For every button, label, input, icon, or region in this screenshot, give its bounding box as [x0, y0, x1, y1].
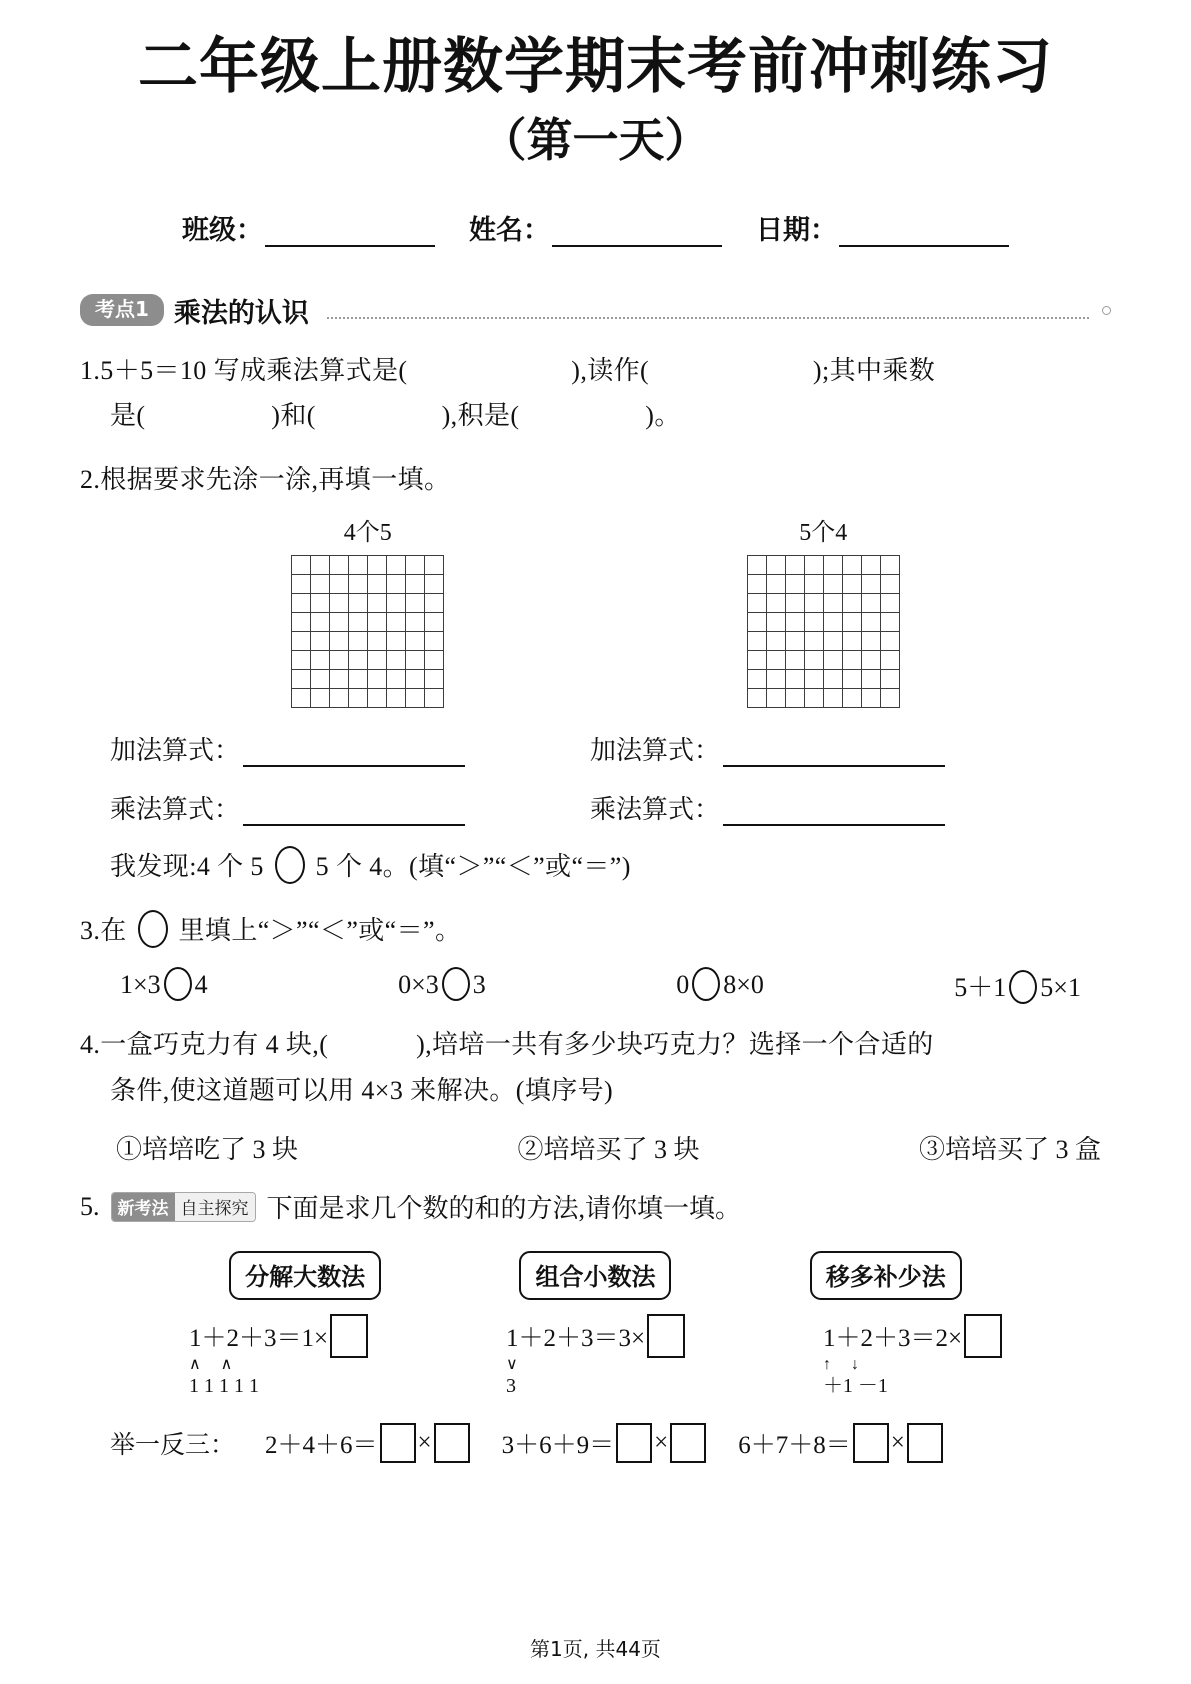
grid-cell[interactable] — [881, 689, 900, 708]
student-info-row — [80, 208, 1111, 247]
q1-text-a: 1.5＋5＝10 写成乘法算式是( — [80, 355, 408, 385]
grid-cell[interactable] — [843, 594, 862, 613]
method-formula-text: 1＋2＋3＝2× — [822, 1325, 963, 1353]
method-carets: ∧ ∧ — [188, 1356, 241, 1374]
grid-cell[interactable] — [862, 632, 881, 651]
method-formula-block — [189, 1314, 368, 1396]
grid-cell[interactable] — [786, 651, 805, 670]
grid-cell[interactable] — [330, 613, 349, 632]
status-badge: 考点1 — [80, 294, 164, 326]
method-tags-row — [80, 1251, 1111, 1300]
class-input-blank[interactable] — [265, 221, 435, 247]
grid-cell[interactable] — [843, 632, 862, 651]
method-formula-block — [506, 1314, 685, 1396]
grid-cell[interactable] — [387, 651, 406, 670]
grid-cell[interactable] — [349, 556, 368, 575]
grid-row — [80, 512, 1111, 708]
expr-circle-blank[interactable] — [692, 967, 720, 1001]
grid-cell[interactable] — [881, 556, 900, 575]
grid-cell[interactable] — [330, 575, 349, 594]
expression-item — [398, 967, 486, 1004]
grid-cell[interactable] — [748, 689, 767, 708]
question-3 — [80, 908, 1111, 954]
grid-cell[interactable] — [349, 670, 368, 689]
grid-cell[interactable] — [387, 556, 406, 575]
option-item[interactable]: ③培培买了 3 盒 — [918, 1135, 1101, 1165]
multiplication-label-left: 乘法算式： — [110, 795, 241, 825]
grid-cell[interactable] — [387, 632, 406, 651]
grid-cell[interactable] — [425, 575, 444, 594]
question-3-text-b: 里填上“＞”“＜”或“＝”。 — [178, 915, 462, 945]
question-5-header — [80, 1188, 1111, 1225]
grid-cell[interactable] — [881, 670, 900, 689]
new-method-badge-dark: 新考法 — [112, 1193, 175, 1221]
grid-cell[interactable] — [292, 670, 311, 689]
grid-cell[interactable] — [824, 670, 843, 689]
addition-label-left: 加法算式： — [110, 736, 241, 766]
expression-item — [954, 967, 1081, 1004]
grid-cell[interactable] — [748, 670, 767, 689]
grid-cell[interactable] — [349, 651, 368, 670]
date-field — [756, 208, 1009, 247]
expr-left: 0 — [676, 970, 690, 1000]
grid-cell[interactable] — [786, 556, 805, 575]
grid-cell[interactable] — [843, 670, 862, 689]
grid-cell[interactable] — [387, 594, 406, 613]
expr-right: 8×0 — [723, 970, 764, 1000]
expr-circle-blank[interactable] — [164, 967, 192, 1001]
grid-cell[interactable] — [786, 575, 805, 594]
grid-cell[interactable] — [368, 613, 387, 632]
question-2-finding — [80, 844, 1111, 890]
grid-block-left — [291, 512, 444, 708]
q1-text-e: )和( — [271, 401, 316, 431]
grid-cell[interactable] — [292, 556, 311, 575]
grid-cell[interactable] — [292, 632, 311, 651]
example-expression: 3＋6＋9＝ — [501, 1431, 615, 1459]
method-carets: ↑ ↓ — [822, 1356, 867, 1374]
grid-cell[interactable] — [843, 613, 862, 632]
grid-cell[interactable] — [349, 613, 368, 632]
method-formula-block — [823, 1314, 1002, 1396]
grid-cell[interactable] — [406, 613, 425, 632]
grid-cell[interactable] — [767, 613, 786, 632]
grid-cell[interactable] — [862, 556, 881, 575]
grid-cell[interactable] — [824, 689, 843, 708]
grid-cell[interactable] — [406, 556, 425, 575]
grid-cell[interactable] — [368, 632, 387, 651]
expr-circle-blank[interactable] — [442, 967, 470, 1001]
grid-cell[interactable] — [311, 556, 330, 575]
addition-label-right: 加法算式： — [590, 736, 721, 766]
grid-cell[interactable] — [881, 575, 900, 594]
grid-cell[interactable] — [748, 556, 767, 575]
grid-cell[interactable] — [311, 575, 330, 594]
page-title: 二年级上册数学期末考前冲刺练习 — [138, 32, 1053, 102]
grid-cell[interactable] — [767, 670, 786, 689]
expr-left: 1×3 — [120, 970, 161, 1000]
grid-cell[interactable] — [862, 575, 881, 594]
q4-text-a: 4.一盒巧克力有 4 块,( — [80, 1030, 329, 1060]
method-answer-box[interactable] — [964, 1314, 1002, 1358]
question-2 — [80, 457, 1111, 503]
q1-text-d: 是( — [110, 401, 146, 431]
grid-cell[interactable] — [805, 632, 824, 651]
grid-cell[interactable] — [368, 651, 387, 670]
method-tag: 组合小数法 — [519, 1251, 671, 1300]
expr-circle-blank[interactable] — [1009, 970, 1037, 1004]
finding-text-a: 我发现:4 个 5 — [110, 852, 264, 882]
grid-cell[interactable] — [862, 670, 881, 689]
grid-cell[interactable] — [425, 689, 444, 708]
name-label: 姓名： — [469, 214, 550, 246]
grid-cell[interactable] — [425, 651, 444, 670]
question-1 — [80, 348, 1111, 439]
method-formula-line — [823, 1314, 1002, 1358]
grid-cell[interactable] — [805, 689, 824, 708]
question-1-line-1 — [80, 348, 1111, 394]
example-operator: × — [654, 1428, 669, 1456]
grid-cell[interactable] — [425, 594, 444, 613]
question-1-line-2 — [80, 393, 1111, 439]
multiplication-formula-row — [80, 789, 1111, 826]
q4-text-b: ),培培一共有多少块巧克力？选择一个合适的 — [416, 1030, 934, 1060]
grid-cell[interactable] — [748, 594, 767, 613]
grid-cell[interactable] — [406, 689, 425, 708]
grid-cell[interactable] — [767, 689, 786, 708]
example-item — [738, 1423, 945, 1463]
divider-end-dot — [1102, 306, 1111, 315]
grid-cell[interactable] — [311, 689, 330, 708]
example-label: 举一反三： — [110, 1431, 236, 1459]
grid-cell[interactable] — [406, 594, 425, 613]
grid-cell[interactable] — [349, 575, 368, 594]
grid-cell[interactable] — [349, 632, 368, 651]
grid-cell[interactable] — [748, 613, 767, 632]
finding-text-b: 5 个 4。(填“＞”“＜”或“＝”) — [315, 852, 631, 882]
grid-cell[interactable] — [824, 594, 843, 613]
class-label: 班级： — [182, 214, 263, 246]
expression-item — [120, 967, 208, 1004]
grid-cell[interactable] — [862, 651, 881, 670]
grid-cell[interactable] — [330, 594, 349, 613]
grid-cell[interactable] — [786, 632, 805, 651]
grid-cell[interactable] — [843, 689, 862, 708]
grid-caption-left: 4个5 — [343, 520, 392, 547]
grid-cell[interactable] — [843, 651, 862, 670]
grid-cell[interactable] — [786, 670, 805, 689]
grid-cell[interactable] — [311, 651, 330, 670]
expr-left: 0×3 — [398, 970, 439, 1000]
method-formula-line — [506, 1314, 685, 1358]
example-answer-box[interactable] — [907, 1423, 943, 1463]
grid-cell[interactable] — [748, 575, 767, 594]
grid-cell[interactable] — [767, 651, 786, 670]
q1-text-c: );其中乘数 — [812, 355, 936, 385]
grid-cell[interactable] — [311, 613, 330, 632]
section-title: 乘法的认识 — [173, 297, 309, 329]
q1-text-g: )。 — [645, 401, 681, 431]
grid-cell[interactable] — [292, 613, 311, 632]
method-answer-box[interactable] — [647, 1314, 685, 1358]
title-block — [80, 0, 1111, 166]
grid-cell[interactable] — [425, 613, 444, 632]
section-header — [80, 291, 1111, 330]
coloring-grid-right[interactable] — [747, 555, 900, 708]
grid-cell[interactable] — [311, 632, 330, 651]
multiplication-formula-right — [590, 789, 1070, 826]
example-answer-box[interactable] — [380, 1423, 416, 1463]
grid-cell[interactable] — [368, 670, 387, 689]
grid-cell[interactable] — [767, 575, 786, 594]
expr-right: 4 — [194, 970, 208, 1000]
expr-left: 5＋1 — [954, 973, 1007, 1003]
name-input-blank[interactable] — [552, 221, 722, 247]
grid-cell[interactable] — [292, 575, 311, 594]
grid-cell[interactable] — [330, 689, 349, 708]
addition-blank-right[interactable] — [723, 743, 945, 767]
expr-right: 5×1 — [1040, 973, 1081, 1003]
page-footer: 第1页, 共44页 — [530, 1637, 661, 1661]
grid-cell[interactable] — [786, 689, 805, 708]
method-formulas-row — [80, 1314, 1111, 1396]
example-answer-box[interactable] — [434, 1423, 470, 1463]
grid-cell[interactable] — [805, 613, 824, 632]
multiplication-blank-left[interactable] — [243, 802, 465, 826]
grid-cell[interactable] — [387, 670, 406, 689]
grid-cell[interactable] — [805, 651, 824, 670]
example-answer-box[interactable] — [853, 1423, 889, 1463]
question-5-number: 5. — [80, 1191, 100, 1221]
class-field — [182, 208, 435, 247]
date-input-blank[interactable] — [839, 221, 1009, 247]
grid-cell[interactable] — [387, 689, 406, 708]
method-formula-text: 1＋2＋3＝3× — [505, 1325, 646, 1353]
example-item — [502, 1423, 709, 1463]
grid-cell[interactable] — [368, 689, 387, 708]
question-4-options — [80, 1129, 1111, 1166]
grid-cell[interactable] — [330, 556, 349, 575]
grid-cell[interactable] — [881, 613, 900, 632]
grid-cell[interactable] — [824, 651, 843, 670]
grid-block-right — [747, 512, 900, 708]
expr-right: 3 — [472, 970, 486, 1000]
grid-cell[interactable] — [767, 556, 786, 575]
example-item — [265, 1423, 472, 1463]
example-row — [80, 1423, 1111, 1463]
grid-cell[interactable] — [805, 670, 824, 689]
grid-cell[interactable] — [786, 594, 805, 613]
grid-cell[interactable] — [824, 575, 843, 594]
grid-cell[interactable] — [330, 651, 349, 670]
grid-cell[interactable] — [368, 575, 387, 594]
grid-cell[interactable] — [406, 670, 425, 689]
grid-cell[interactable] — [862, 689, 881, 708]
question-2-text: 2.根据要求先涂一涂,再填一填。 — [80, 464, 451, 494]
grid-cell[interactable] — [406, 651, 425, 670]
example-expression: 2＋4＋6＝ — [265, 1431, 378, 1459]
grid-caption-right: 5个4 — [799, 520, 848, 547]
method-formula-line — [189, 1314, 368, 1358]
multiplication-formula-left — [110, 789, 590, 826]
example-expression: 6＋7＋8＝ — [738, 1431, 851, 1459]
grid-cell[interactable] — [406, 575, 425, 594]
grid-cell[interactable] — [311, 670, 330, 689]
grid-cell[interactable] — [786, 613, 805, 632]
example-operator: × — [417, 1428, 432, 1456]
method-carets: ∨ — [505, 1356, 526, 1374]
grid-cell[interactable] — [881, 632, 900, 651]
grid-cell[interactable] — [881, 651, 900, 670]
method-answer-box[interactable] — [330, 1314, 368, 1358]
q1-text-f: ),积是( — [441, 401, 520, 431]
grid-cell[interactable] — [406, 632, 425, 651]
grid-cell[interactable] — [368, 594, 387, 613]
grid-cell[interactable] — [767, 632, 786, 651]
question-4 — [80, 1022, 1111, 1113]
question-4-line-2 — [80, 1068, 1111, 1114]
multiplication-label-right: 乘法算式： — [590, 795, 721, 825]
q3-inline-circle-icon — [138, 910, 168, 948]
page-subtitle: （第一天） — [480, 113, 711, 168]
grid-cell[interactable] — [805, 575, 824, 594]
example-operator: × — [890, 1428, 905, 1456]
question-3-expressions — [80, 967, 1111, 1004]
grid-cell[interactable] — [349, 594, 368, 613]
grid-cell[interactable] — [862, 594, 881, 613]
addition-formula-right — [590, 730, 1070, 767]
grid-cell[interactable] — [748, 632, 767, 651]
method-formula-text: 1＋2＋3＝1× — [188, 1325, 329, 1353]
grid-cell[interactable] — [862, 613, 881, 632]
grid-cell[interactable] — [824, 556, 843, 575]
option-item[interactable]: ①培培吃了 3 块 — [116, 1135, 299, 1165]
q4-text-c: 条件,使这道题可以用 4×3 来解决。(填序号) — [110, 1075, 614, 1105]
grid-cell[interactable] — [311, 594, 330, 613]
method-note: ＋1 －1 — [822, 1374, 888, 1397]
grid-cell[interactable] — [349, 689, 368, 708]
date-label: 日期： — [756, 214, 837, 246]
grid-cell[interactable] — [292, 594, 311, 613]
grid-cell[interactable] — [425, 556, 444, 575]
grid-cell[interactable] — [824, 613, 843, 632]
grid-cell[interactable] — [292, 651, 311, 670]
addition-blank-left[interactable] — [243, 743, 465, 767]
method-note: 1 1 1 1 1 — [188, 1374, 259, 1397]
grid-cell[interactable] — [805, 594, 824, 613]
divider — [327, 301, 1089, 319]
q1-text-b: ),读作( — [571, 355, 650, 385]
grid-cell[interactable] — [330, 670, 349, 689]
coloring-grid-left[interactable] — [291, 555, 444, 708]
method-note: 3 — [505, 1374, 516, 1397]
example-answer-box[interactable] — [670, 1423, 706, 1463]
addition-formula-row — [80, 730, 1111, 767]
grid-cell[interactable] — [881, 594, 900, 613]
expression-item — [676, 967, 764, 1004]
grid-cell[interactable] — [387, 613, 406, 632]
grid-cell[interactable] — [425, 670, 444, 689]
grid-cell[interactable] — [843, 575, 862, 594]
grid-cell[interactable] — [748, 651, 767, 670]
question-3-text-a: 3.在 — [80, 915, 127, 945]
question-5-text: 下面是求几个数的和的方法,请你填一填。 — [266, 1194, 742, 1224]
grid-cell[interactable] — [387, 575, 406, 594]
example-answer-box[interactable] — [616, 1423, 652, 1463]
method-tag: 移多补少法 — [810, 1251, 962, 1300]
grid-cell[interactable] — [824, 632, 843, 651]
multiplication-blank-right[interactable] — [723, 802, 945, 826]
grid-cell[interactable] — [425, 632, 444, 651]
grid-cell[interactable] — [330, 632, 349, 651]
grid-cell[interactable] — [368, 556, 387, 575]
method-tag: 分解大数法 — [229, 1251, 381, 1300]
new-method-badge — [111, 1192, 256, 1222]
grid-cell[interactable] — [767, 594, 786, 613]
grid-cell[interactable] — [292, 689, 311, 708]
name-field — [469, 208, 722, 247]
new-method-badge-light: 自主探究 — [175, 1193, 255, 1221]
grid-cell[interactable] — [805, 556, 824, 575]
question-4-line-1 — [80, 1022, 1111, 1068]
option-item[interactable]: ②培培买了 3 块 — [517, 1135, 700, 1165]
comparison-circle-blank[interactable] — [275, 846, 305, 884]
grid-cell[interactable] — [843, 556, 862, 575]
addition-formula-left — [110, 730, 590, 767]
